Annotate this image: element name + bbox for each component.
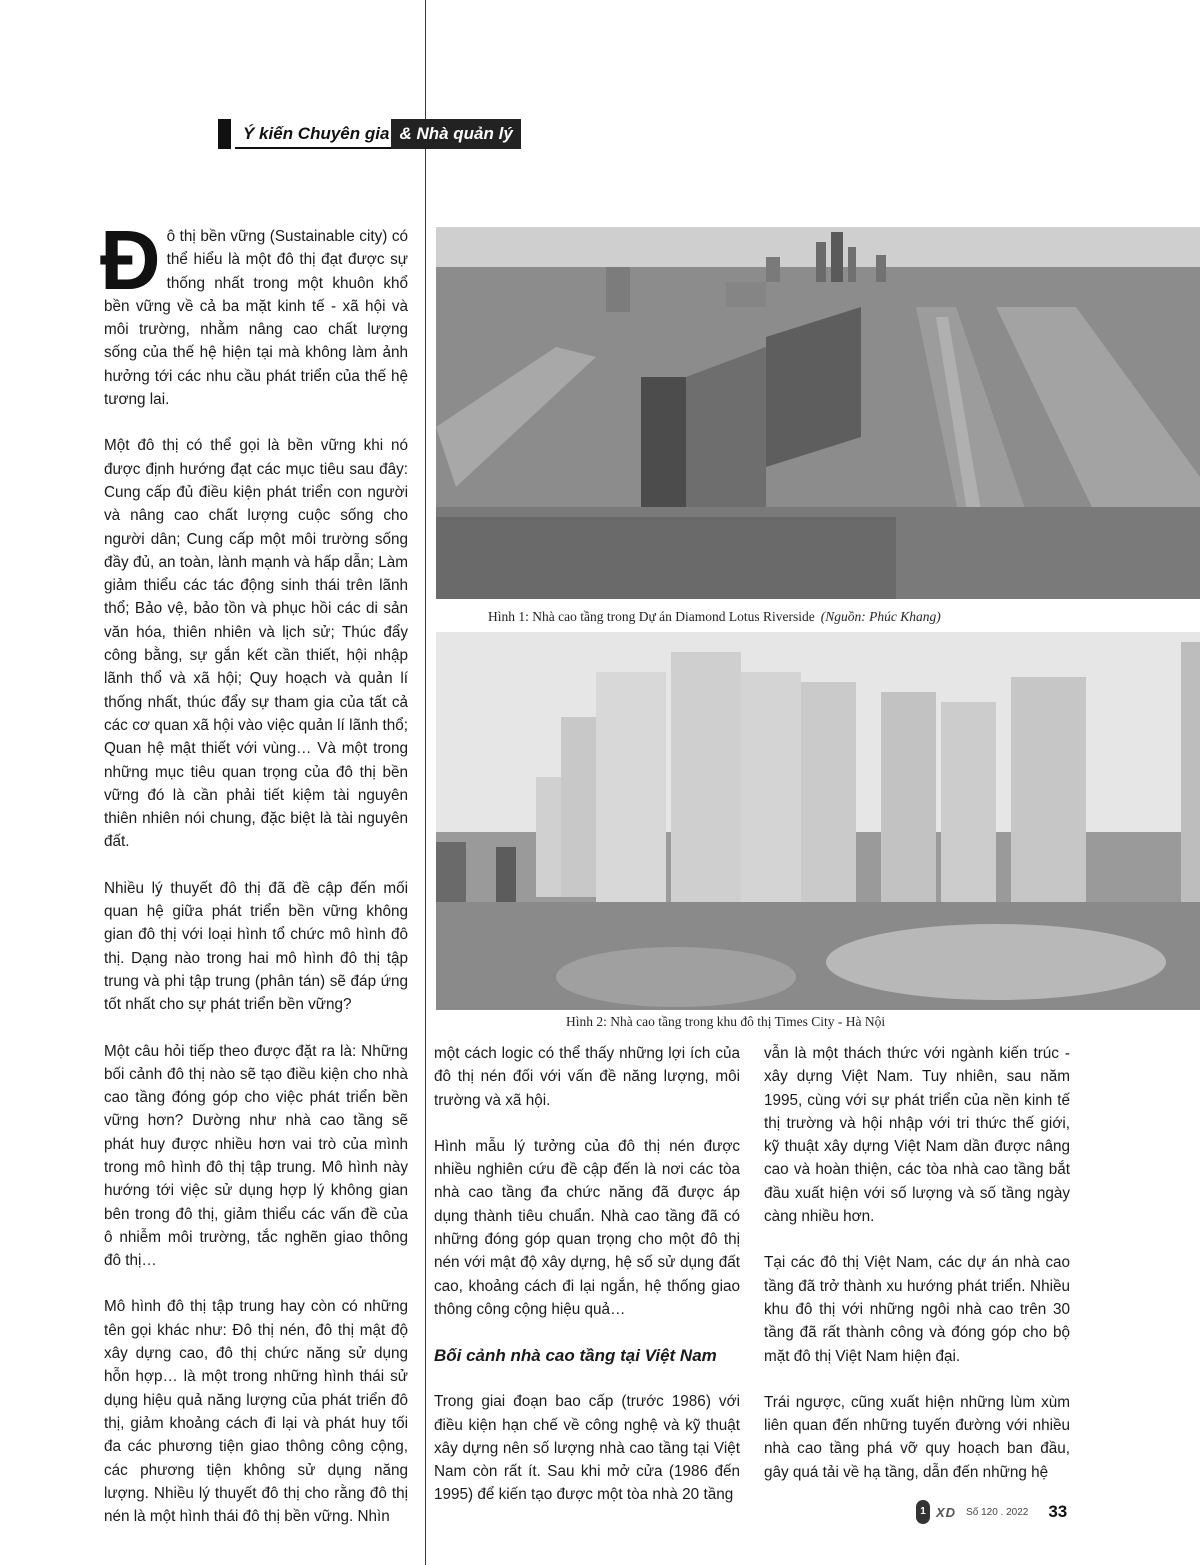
paragraph: một cách logic có thể thấy những lợi ích của đô thị nén đối với vấn đề năng lượng, môi trường và xã hội. — [434, 1045, 740, 1109]
section-header — [218, 119, 521, 149]
article-column-3 — [764, 1042, 1070, 1507]
section-title-part1: Ý kiến Chuyên gia — [235, 119, 391, 149]
paragraph-intro: Đô thị bền vững (Sustainable city) có thể hiểu là một đô thị đạt được sự thống nhất trong một khuôn khổ bền vững về cả ba mặt kinh tế - xã hội và môi trường, nhằm nâng cao chất lượng sống của thế hệ hiện tại mà không làm ảnh hưởng tới các nhu cầu phát triển của thế hệ tương lai. — [100, 213, 408, 409]
column-divider — [425, 0, 426, 1565]
figure-1-caption-text: Hình 1: Nhà cao tầng trong Dự án Diamond Lotus Riverside — [488, 609, 815, 624]
paragraph: Tại các đô thị Việt Nam, các dự án nhà cao tầng đã trở thành xu hướng phát triển. Nhiều khu đô thị với những ngôi nhà cao trên 30 tầng đã rất thành công và đóng góp cho bộ mặt đô thị Việt Nam hiện đại. — [764, 1254, 1070, 1365]
issue-number: Số 120 . 2022 — [966, 1506, 1029, 1518]
figure-2-caption: Hình 2: Nhà cao tầng trong khu đô thị Times City - Hà Nội — [566, 1014, 886, 1029]
paragraph: Một đô thị có thể gọi là bền vững khi nó được định hướng đạt các mục tiêu sau đây: Cung cấp đủ điều kiện phát triển con người và nâng cao chất lượng cuộc sống cho người dân; Cung cấp một môi trường sống đầy đủ, an toàn, lành mạnh và hấp dẫn; Làm giảm thiểu các tác động sinh thái trên lãnh thổ; Bảo vệ, bảo tồn và phục hồi các di sản văn hóa, thiên nhiên và lịch sử; Thúc đẩy công bằng, sự gắn kết cần thiết, hội nhập lãnh thổ và xã hội; Quy hoạch và quản lí thống nhất, thúc đẩy sự tham gia của tất cả các cơ quan xã hội vào việc quản lí lãnh thổ; Quan hệ mật thiết với vùng… Và một trong những mục tiêu quan trọng của đô thị bền vững đó là cần phải tiết kiệm tài nguyên thiên nhiên nói chung, đặc biệt là tài nguyên đất. — [104, 437, 408, 851]
section-marker — [218, 119, 231, 149]
page-footer — [916, 1500, 1067, 1524]
magazine-brand: XD — [936, 1504, 957, 1520]
article-column-1 — [100, 213, 408, 1551]
paragraph: Trái ngược, cũng xuất hiện những lùm xùm liên quan đến những tuyến đường với nhiều nhà cao tầng phá vỡ quy hoạch ban đầu, gây quá tải về hạ tầng, dẫn đến những hệ — [764, 1393, 1070, 1481]
paragraph: Nhiều lý thuyết đô thị đã đề cập đến mối quan hệ giữa phát triển bền vững không gian đô thị với loại hình tổ chức mô hình đô thị. Dạng nào trong hai mô hình đô thị tập trung và phi tập trung (phân tán) sẽ đáp ứng tốt nhất cho sự phát triển bền vững? — [104, 879, 408, 1014]
paragraph: Hình mẫu lý tưởng của đô thị nén được nhiều nghiên cứu đề cập đến là nơi các tòa nhà cao tầng đa chức năng đã được áp dụng thành tiêu chuẩn. Nhà cao tầng đã có những đóng góp quan trọng cho một đô thị nén với mật độ xây dựng, hệ số sử dụng đất cao, khoảng cách đi lại ngắn, hệ thống giao thông công cộng hiệu quả… — [434, 1137, 740, 1318]
figure-1-caption — [488, 609, 941, 625]
magazine-logo-icon: 1 — [916, 1500, 930, 1524]
paragraph: Mô hình đô thị tập trung hay còn có những tên gọi khác như: Đô thị nén, đô thị mật độ xây dựng cao, đô thị chức năng sử dụng hỗn hợp… là một trong những hình thái sử dụng hiệu quả năng lượng của phát triển đô thị, giảm khoảng cách đi lại và phát huy tối đa các phương tiện giao thông công cộng, các phương tiện không sử dụng năng lượng. Nhiều lý thuyết đô thị cho rằng đô thị nén là một hình thái đô thị bền vững. Nhìn — [104, 1298, 408, 1526]
subheading: Bối cảnh nhà cao tầng tại Việt Nam — [434, 1346, 717, 1366]
figure-1-source: (Nguồn: Phúc Khang) — [820, 609, 941, 624]
article-column-2 — [434, 1042, 740, 1530]
paragraph: Trong giai đoạn bao cấp (trước 1986) với điều kiện hạn chế về công nghệ và kỹ thuật xây dựng nên số lượng nhà cao tầng tại Việt Nam còn rất ít. Sau khi mở cửa (1986 đến 1995) để kiến tạo được một tòa nhà 20 tầng — [434, 1393, 740, 1504]
times-city-towers-illustration — [436, 632, 1200, 1010]
figure-2-image — [436, 632, 1200, 1010]
figure-1-image — [436, 227, 1200, 599]
page-number: 33 — [1048, 1502, 1068, 1521]
paragraph: vẫn là một thách thức với ngành kiến trúc - xây dựng Việt Nam. Tuy nhiên, sau năm 1995, cùng với sự phát triển của nền kinh tế thị trường và hội nhập với tri thức thế giới, kỹ thuật xây dựng Việt Nam dần được nâng cao và hoàn thiện, các tòa nhà cao tầng bắt đầu xuất hiện với số lượng và số tầng ngày càng nhiều hơn. — [764, 1045, 1070, 1226]
section-title-part2: & Nhà quản lý — [391, 119, 520, 149]
paragraph: Một câu hỏi tiếp theo được đặt ra là: Những bối cảnh đô thị nào sẽ tạo điều kiện cho nhà cao tầng đóng góp cho việc phát triển bền vững hơn? Dường như nhà cao tầng sẽ phát huy được nhiều hơn vai trò của mình trong mô hình đô thị tập trung. Mô hình này hướng tới việc sử dụng hợp lý không gian bên trong đô thị, giảm thiểu các vấn đề của ô nhiễm môi trường, tắc nghẽn giao thông đô thị… — [104, 1042, 408, 1270]
dropcap: Đ — [100, 213, 161, 307]
aerial-riverside-illustration — [436, 227, 1200, 599]
